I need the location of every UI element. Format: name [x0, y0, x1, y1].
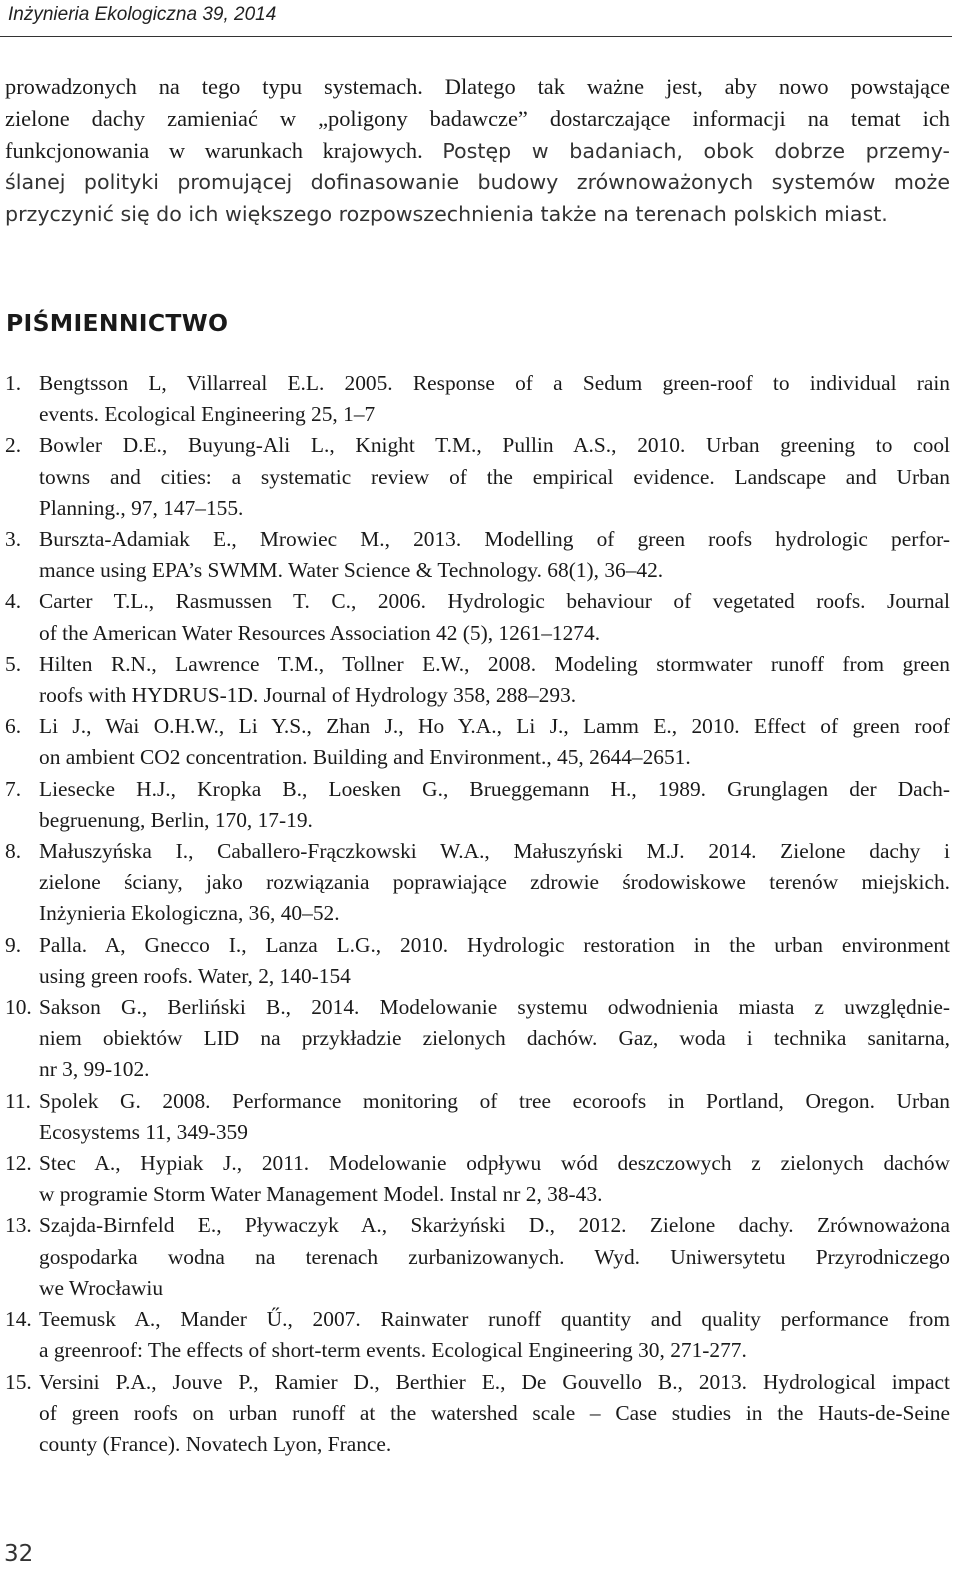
reference-number: 9. [5, 932, 22, 957]
page-header [0, 0, 960, 38]
reference-line: zielone ściany, jako rozwiązania poprawiające zdrowie środowiskowe terenów miejskich. [39, 870, 950, 895]
reference-line: on ambient CO2 concentration. Building and Environment., 45, 2644–2651. [39, 745, 691, 770]
section-title: PIŚMIENNICTWO [6, 309, 229, 337]
reference-line: niem obiektów LID na przykładzie zielonych dachów. Gaz, woda i technika sanitarna, [39, 1026, 950, 1051]
reference-line: we Wrocławiu [39, 1275, 164, 1300]
reference-line: mance using EPA’s SWMM. Water Science & Technology. 68(1), 36–42. [39, 558, 664, 583]
reference-item [5, 992, 950, 1086]
reference-line: nr 3, 99-102. [39, 1057, 150, 1082]
reference-line: begruenung, Berlin, 170, 17-19. [39, 807, 313, 832]
reference-line: Teemusk A., Mander Ű., 2007. Rainwater runoff quantity and quality performance from [39, 1307, 950, 1332]
journal-title: Inżynieria Ekologiczna 39, 2014 [8, 4, 277, 25]
reference-line: Hilten R.N., Lawrence T.M., Tollner E.W., 2008. Modeling stormwater runoff from green [39, 651, 950, 676]
page-number: 32 [4, 1541, 34, 1567]
reference-line: county (France). Novatech Lyon, France. [39, 1431, 392, 1456]
reference-item [5, 711, 950, 773]
header-rule [0, 36, 952, 37]
reference-item [5, 930, 950, 992]
reference-line: w programie Storm Water Management Model. Instal nr 2, 38-43. [39, 1182, 603, 1207]
reference-line: Li J., Wai O.H.W., Li Y.S., Zhan J., Ho Y.A., Li J., Lamm E., 2010. Effect of green roof [39, 714, 950, 739]
reference-line: Burszta-Adamiak E., Mrowiec M., 2013. Modelling of green roofs hydrologic perfor- [39, 527, 950, 552]
reference-number: 6. [5, 714, 22, 739]
body-paragraph [5, 71, 950, 231]
reference-number: 3. [5, 527, 22, 552]
reference-line: Sakson G., Berliński B., 2014. Modelowanie systemu odwodnienia miasta z uwzględnie- [39, 995, 950, 1020]
reference-line: Planning., 97, 147–155. [39, 495, 244, 520]
reference-item [5, 1086, 950, 1148]
reference-line: Ecosystems 11, 349-359 [39, 1119, 248, 1144]
reference-number: 11. [5, 1088, 31, 1113]
paragraph-line-sans-run: Postęp w badaniach, obok dobrze przemy- [442, 138, 950, 163]
reference-line: Spolek G. 2008. Performance monitoring of tree ecoroofs in Portland, Oregon. Urban [39, 1088, 950, 1113]
reference-number: 2. [5, 433, 22, 458]
reference-item [5, 524, 950, 586]
reference-line: roofs with HYDRUS-1D. Journal of Hydrology 358, 288–293. [39, 683, 577, 708]
paragraph-line-serif-run: funkcjonowania w warunkach krajowych. [5, 137, 423, 163]
reference-item [5, 836, 950, 930]
reference-line: Palla. A, Gnecco I., Lanza L.G., 2010. Hydrologic restoration in the urban environment [39, 932, 950, 957]
reference-line: gospodarka wodna na terenach zurbanizowanych. Wyd. Uniwersytetu Przyrodniczego [39, 1244, 950, 1269]
reference-line: of the American Water Resources Association 42 (5), 1261–1274. [39, 620, 601, 645]
paragraph-line: ślanej polityki promującej dofinasowanie budowy zrównoważonych systemów może [5, 170, 950, 195]
reference-line: Bengtsson L, Villarreal E.L. 2005. Response of a Sedum green-roof to individual rain [39, 371, 950, 395]
reference-number: 13. [5, 1213, 32, 1238]
reference-line: using green roofs. Water, 2, 140-154 [39, 963, 351, 988]
reference-number: 15. [5, 1369, 32, 1394]
reference-line: Carter T.L., Rasmussen T. C., 2006. Hydrologic behaviour of vegetated roofs. Journal [39, 589, 950, 614]
reference-item [5, 430, 950, 524]
reference-line: Liesecke H.J., Kropka B., Loesken G., Brueggemann H., 1989. Grunglagen der Dach- [39, 776, 950, 801]
reference-line: Szajda-Birnfeld E., Pływaczyk A., Skarżyński D., 2012. Zielone dachy. Zrównoważona [39, 1213, 950, 1238]
reference-line: Versini P.A., Jouve P., Ramier D., Berthier E., De Gouvello B., 2013. Hydrological impact [39, 1369, 950, 1394]
reference-item [5, 1210, 950, 1304]
reference-number: 14. [5, 1307, 32, 1332]
reference-item [5, 1304, 950, 1366]
reference-number: 1. [5, 371, 22, 395]
reference-item [5, 649, 950, 711]
reference-item [5, 1367, 950, 1461]
reference-line: towns and cities: a systematic review of the empirical evidence. Landscape and Urban [39, 464, 950, 489]
reference-number: 8. [5, 839, 22, 864]
paragraph-line: prowadzonych na tego typu systemach. Dlatego tak ważne jest, aby nowo powstające [5, 74, 950, 99]
reference-item [5, 586, 950, 648]
paragraph-line: przyczynić się do ich większego rozpowszechnienia także na terenach polskich miast. [5, 202, 888, 227]
reference-item [5, 774, 950, 836]
reference-number: 10. [5, 995, 32, 1020]
reference-item [5, 368, 950, 430]
reference-line: a greenroof: The effects of short-term events. Ecological Engineering 30, 271-277. [39, 1338, 747, 1363]
reference-number: 12. [5, 1151, 32, 1176]
reference-line: Bowler D.E., Buyung-Ali L., Knight T.M., Pullin A.S., 2010. Urban greening to cool [39, 433, 950, 458]
reference-number: 4. [5, 589, 22, 614]
reference-line: of green roofs on urban runoff at the watershed scale – Case studies in the Hauts-de-Seine [39, 1400, 950, 1425]
reference-number: 7. [5, 776, 22, 801]
reference-number: 5. [5, 651, 22, 676]
reference-item [5, 1148, 950, 1210]
reference-list [5, 368, 950, 1460]
reference-line: Małuszyńska I., Caballero-Frączkowski W.A., Małuszyński M.J. 2014. Zielone dachy i [39, 839, 950, 864]
reference-line: Inżynieria Ekologiczna, 36, 40–52. [39, 901, 340, 926]
reference-line: Stec A., Hypiak J., 2011. Modelowanie odpływu wód deszczowych z zielonych dachów [39, 1151, 950, 1176]
reference-line: events. Ecological Engineering 25, 1–7 [39, 402, 376, 427]
paragraph-line: zielone dachy zamieniać w „poligony badawcze” dostarczające informacji na temat ich [5, 105, 950, 131]
paragraph-line [5, 135, 950, 168]
